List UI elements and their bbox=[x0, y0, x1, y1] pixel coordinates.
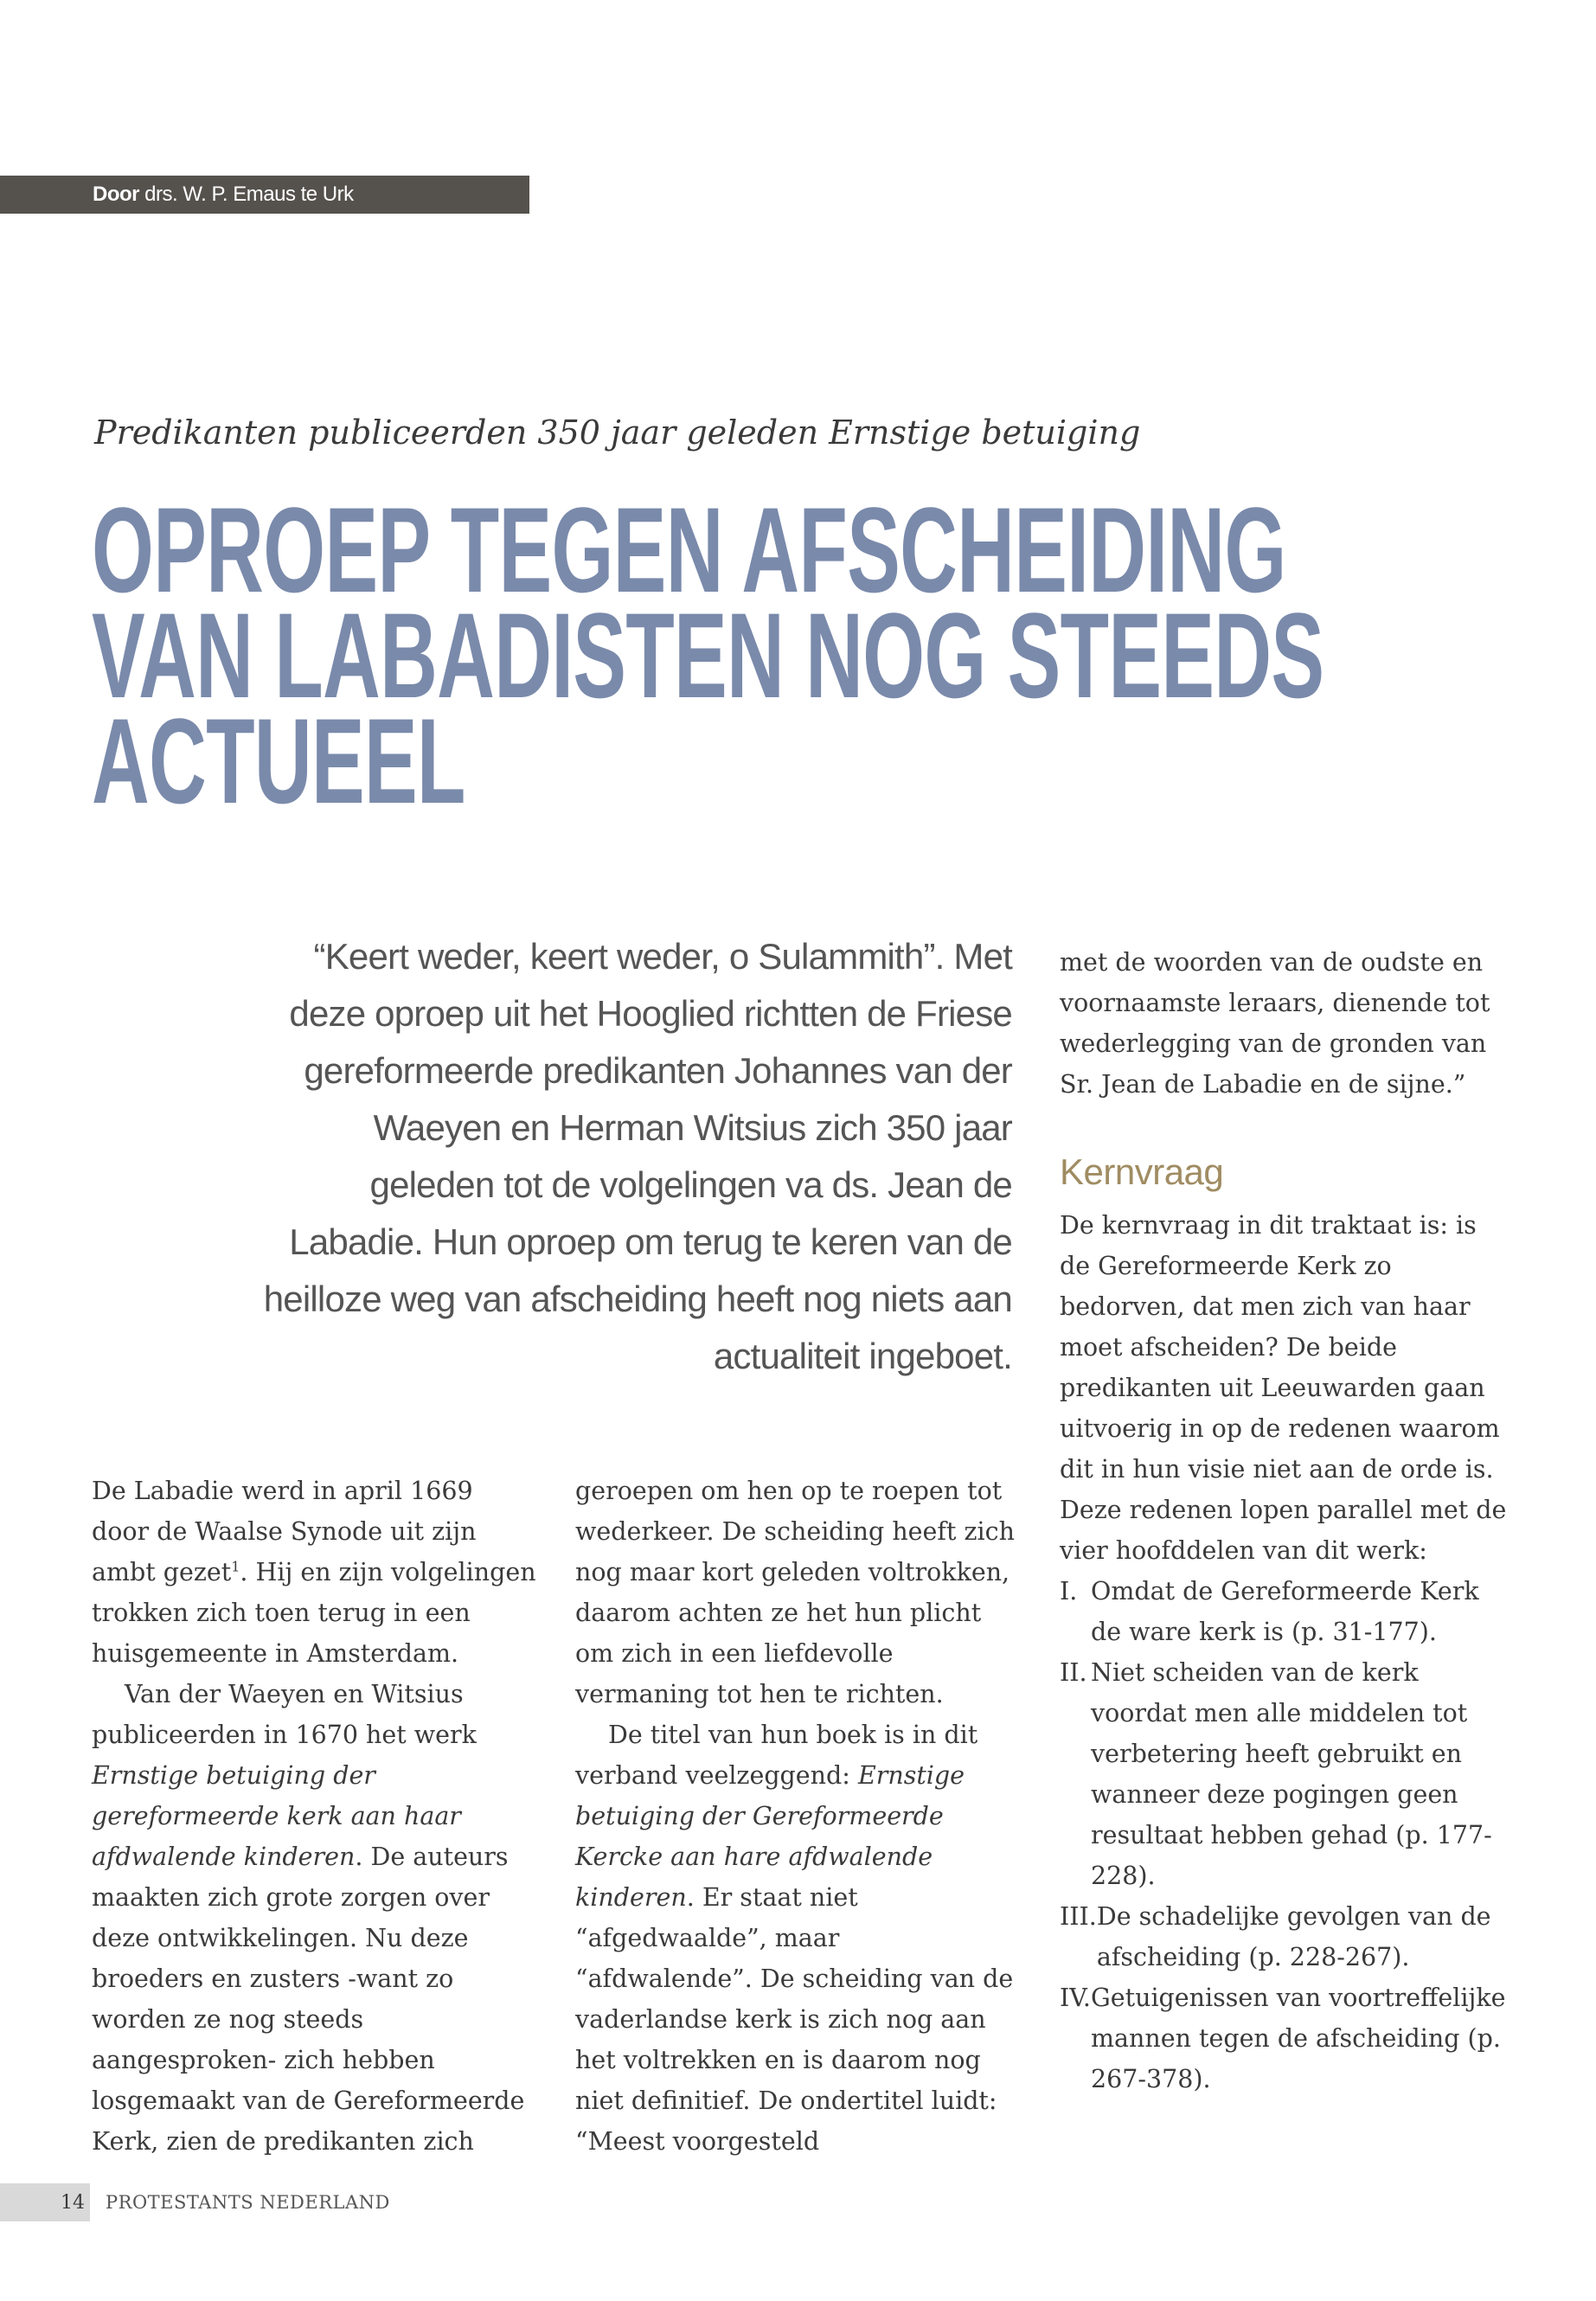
headline-line: OPROEP TEGEN AFSCHEIDING bbox=[92, 482, 1286, 618]
paragraph: met de woorden van de oudste en voornaamste leraars, dienende tot wederlegging van de gronden van Sr. Jean de Labadie en de sijne.” bbox=[1060, 948, 1490, 1099]
paragraph bbox=[575, 1715, 1021, 2162]
footnote-ref: 1 bbox=[231, 1558, 240, 1575]
book-title: Ernstige betuiging der gereformeerde kerk aan haar afdwalende kinderen bbox=[92, 1761, 461, 1871]
list-number: I. bbox=[1060, 1577, 1078, 1606]
text: . De auteurs maakten zich grote zorgen over deze ontwikkelingen. Nu deze broeders en zusters -want zo worden ze nog steeds aangesproken- zich hebben losgemaakt van de Gereformeerde Kerk, zien de predikanten zich bbox=[92, 1843, 525, 2156]
headline-line: ACTUEEL bbox=[92, 693, 465, 829]
list-number: IV. bbox=[1060, 1984, 1091, 2012]
page-footer bbox=[0, 2183, 606, 2221]
paragraph bbox=[92, 1674, 537, 2162]
headline-line: VAN LABADISTEN NOG STEEDS bbox=[92, 587, 1324, 723]
list-number: III. bbox=[1060, 1902, 1097, 1931]
paragraph: De kernvraag in dit traktaat is: is de Gereformeerde Kerk zo bedorven, dat men zich van haar moet afscheiden? De beide predikanten uit Leeuwarden gaan uitvoerig in op de redenen waarom dit in hun visie niet aan de orde is. Deze redenen lopen parallel met de vier hoofddelen van dit werk: bbox=[1060, 1211, 1507, 1565]
list-text: Niet scheiden van de kerk voordat men alle middelen tot verbetering heeft gebruikt en wanneer deze pogingen geen resultaat hebben gehad (p. 177-228). bbox=[1091, 1658, 1492, 1890]
magazine-name: PROTESTANTS NEDERLAND bbox=[106, 2192, 390, 2213]
page-number: 14 bbox=[0, 2183, 90, 2221]
list-text: Getuigenissen van voortreffelijke mannen tegen de afscheiding (p. 267-378). bbox=[1091, 1984, 1506, 2093]
list-number: II. bbox=[1060, 1658, 1087, 1687]
article-subtitle: Predikanten publiceerden 350 jaar geleden Ernstige betuiging bbox=[94, 413, 1141, 452]
byline-author: drs. W. P. Emaus te Urk bbox=[144, 183, 354, 206]
list-text: Omdat de Gereformeerde Kerk de ware kerk is (p. 31-177). bbox=[1091, 1577, 1479, 1646]
article-headline bbox=[92, 482, 1324, 829]
text: De Labadie werd in april 1669 door de Waalse Synode uit zijn ambt gezet bbox=[92, 1477, 477, 1586]
paragraph bbox=[92, 1471, 537, 1674]
byline-prefix: Door bbox=[93, 183, 139, 206]
book-title: Ernstige betuiging der Gereformeerde Kercke aan hare afdwalende kinderen bbox=[575, 1761, 965, 1912]
list-item bbox=[1060, 1977, 1509, 2099]
body-column-3 bbox=[1060, 942, 1509, 2099]
section-heading: Kernvraag bbox=[1060, 1151, 1224, 1192]
text: Van der Waeyen en Witsius publiceerden in 1670 het werk bbox=[92, 1680, 477, 1749]
body-column-2 bbox=[575, 1471, 1021, 2162]
list-item bbox=[1060, 1652, 1509, 1896]
numbered-list bbox=[1060, 1571, 1509, 2099]
list-text: De schadelijke gevolgen van de afscheiding (p. 228-267). bbox=[1096, 1902, 1491, 1971]
list-item bbox=[1060, 1571, 1509, 1652]
text: . Er staat niet “afgedwaalde”, maar “afdwalende”. De scheiding van de vaderlandse kerk is zich nog aan het voltrekken en is daarom nog niet definitief. De ondertitel luidt: “Meest voorgesteld bbox=[575, 1883, 1014, 2156]
paragraph: geroepen om hen op te roepen tot wederkeer. De scheiding heeft zich nog maar kort geleden voltrokken, daarom achten ze het hun plicht om zich in een liefdevolle vermaning tot hen te richten. bbox=[575, 1477, 1015, 1708]
lead-paragraph: “Keert weder, keert weder, o Sulammith”. Met deze oproep uit het Hooglied richtten de Friese gereformeerde predikanten Johannes van der Waeyen en Herman Witsius zich 350 jaar geleden tot de volgelingen va ds. Jean de Labadie. Hun oproep om terug te keren van de heilloze weg van afscheiding heeft nog niets aan actualiteit ingeboet. bbox=[263, 936, 1012, 1376]
body-column-1 bbox=[92, 1471, 537, 2162]
byline-bar bbox=[0, 176, 529, 214]
text: De titel van hun boek is in dit verband veelzeggend: bbox=[575, 1721, 978, 1790]
text: . Hij en zijn volgelingen trokken zich toen terug in een huisgemeente in Amsterdam. bbox=[92, 1558, 536, 1668]
list-item bbox=[1060, 1896, 1509, 1977]
